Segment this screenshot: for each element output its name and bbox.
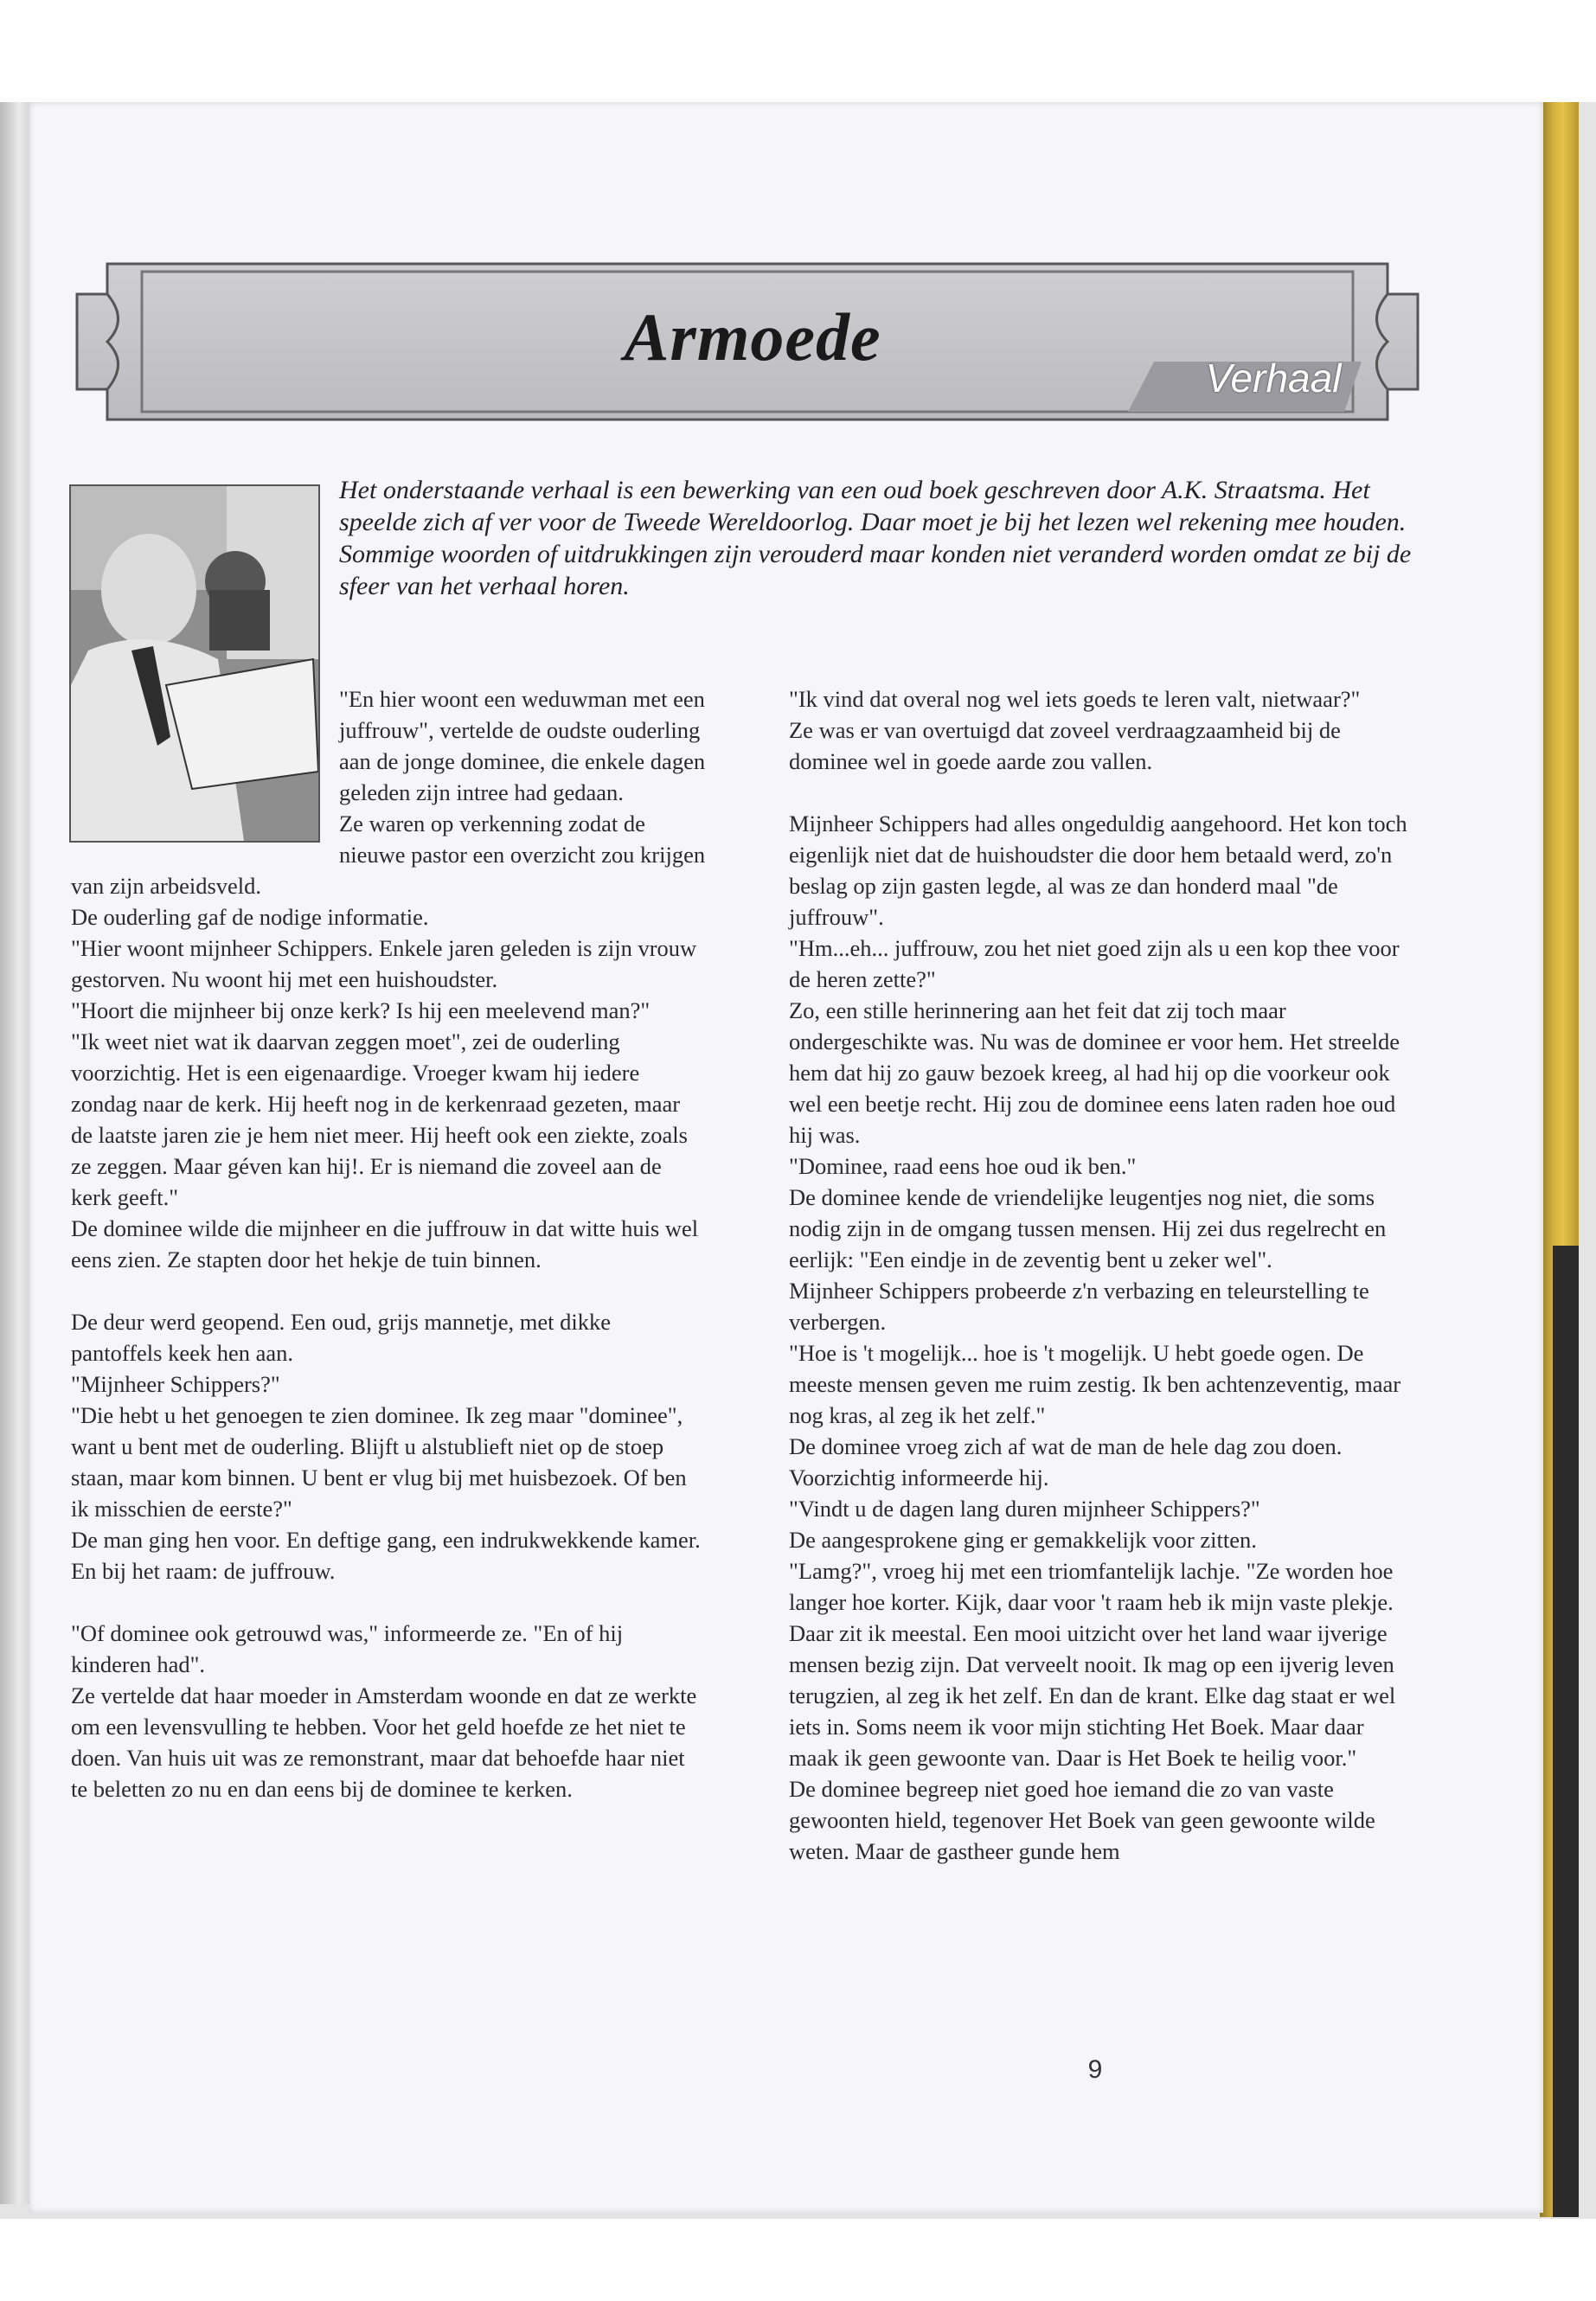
paragraph: De deur werd geopend. Een oud, grijs mannetje, met dikke pantoffels keek hen aan. [71, 1309, 612, 1366]
page-number: 9 [1087, 2055, 1103, 2084]
paragraph: "Ik weet niet wat ik daarvan zeggen moet", zei de ouderling voorzichtig. Het is een eigenaardige. Vroeger kwam hij iedere zondag naar de kerk. Hij heeft nog in de kerkenraad gezeten, maar de laatste jaren zie je hem niet meer. Hij heeft ook een ziekte, zoals ze zeggen. Maar géven kan hij!. Er is niemand die zoveel aan de kerk geeft." [71, 1029, 688, 1210]
paragraph: "Hoe is 't mogelijk... hoe is 't mogelijk. U hebt goede ogen. De meeste mensen geven me ruim zestig. Ik ben achtenzeventig, maar nog kras, al zeg ik het zelf." [789, 1340, 1401, 1428]
paragraph: Ze was er van overtuigd dat zoveel verdraagzaamheid bij de dominee wel in goede aarde zou vallen. [789, 717, 1341, 774]
paragraph: "Hoort die mijnheer bij onze kerk? Is hij een meelevend man?" [71, 997, 651, 1023]
paragraph: "Ik vind dat overal nog wel iets goeds te leren valt, nietwaar?" [789, 686, 1361, 712]
paragraph: Mijnheer Schippers had alles ongeduldig aangehoord. Het kon toch eigenlijk niet dat de huishoudster die door hem betaald werd, zo'n beslag op zijn gasten legde, al was ze dan honderd maal "de juffrouw". [789, 811, 1407, 930]
scan-border-top [0, 0, 1596, 102]
paragraph: Zo, een stille herinnering aan het feit dat zij toch maar ondergeschikte was. Nu was de dominee er voor hem. Het streelde hem dat hij zo gauw bezoek kreeg, al had hij op die voorkeur ook wel een beetje recht. Hij zou de dominee eens laten raden hoe oud hij was. [789, 997, 1400, 1148]
paragraph: Ze waren op verkenning zodat de nieuwe pastor een overzicht zou krijgen van zijn arbeidsveld. [71, 811, 706, 899]
paragraph: De dominee vroeg zich af wat de man de hele dag zou doen. [789, 1433, 1343, 1459]
paragraph: Ze vertelde dat haar moeder in Amsterdam woonde en dat ze werkte om een levensvulling te hebben. Voor het geld hoefde ze het niet te doen. Van huis uit was ze remonstrant, maar dat behoefde haar niet te beletten zo nu en dan eens bij de dominee te kerken. [71, 1682, 697, 1802]
paragraph: "Hm...eh... juffrouw, zou het niet goed zijn als u een kop thee voor de heren zette?" [789, 935, 1400, 992]
paragraph: De dominee kende de vriendelijke leugentjes nog niet, die soms nodig zijn in de omgang tussen mensen. Hij zei dus regelrecht en eerlijk: "Een eindje in de zeventig bent u zeker wel". [789, 1184, 1387, 1272]
scan-border-bottom [0, 2219, 1596, 2301]
paragraph: De ouderling gaf de nodige informatie. [71, 904, 429, 930]
paragraph: "Lamg?", vroeg hij met een triomfantelijk lachje. "Ze worden hoe langer hoe korter. Kijk, daar voor 't raam heb ik mijn vaste plekje. Daar zit ik meestal. Een mooi uitzicht over het land waar ijverige mensen bezig zijn. Dat verveelt nooit. Ik mag op een ijverig leven terugzien, al zeg ik het zelf. En dan de krant. Elke dag staat er wel iets in. Soms neem ik voor mijn stichting Het Boek. Maar daar maak ik geen gewoonte van. Daar is Het Boek te heilig voor." [789, 1558, 1396, 1771]
section-tag: Verhaal [1205, 356, 1342, 401]
paragraph: "Hier woont mijnheer Schippers. Enkele jaren geleden is zijn vrouw gestorven. Nu woont hij met een huishoudster. [71, 935, 697, 992]
right-column [789, 683, 1412, 1867]
paragraph: De dominee begreep niet goed hoe iemand die zo van vaste gewoonten hield, tegenover Het Boek van geen gewoonte wilde weten. Maar de gastheer gunde hem [789, 1776, 1375, 1864]
paragraph: "Dominee, raad eens hoe oud ik ben." [789, 1153, 1137, 1179]
paragraph: Voorzichtig informeerde hij. [789, 1465, 1049, 1490]
intro-paragraph: Het onderstaande verhaal is een bewerking van een oud boek geschreven door A.K. Straatsma. Het speelde zich af ver voor de Tweede Wereldoorlog. Daar moet je bij het lezen wel rekening mee houden. Sommige woorden of uitdrukkingen zijn verouderd maar konden niet veranderd worden omdat ze bij de sfeer van het verhaal horen. [339, 476, 1412, 600]
paragraph: "Of dominee ook getrouwd was," informeerde ze. "En of hij kinderen had". [71, 1620, 624, 1677]
book-cover-shadow [1553, 1246, 1579, 2217]
paragraph: "Vindt u de dagen lang duren mijnheer Schippers?" [789, 1496, 1260, 1522]
paragraph: "Mijnheer Schippers?" [71, 1371, 280, 1397]
paragraph: De dominee wilde die mijnheer en die juffrouw in dat witte huis wel eens zien. Ze stapten door het hekje de tuin binnen. [71, 1215, 699, 1272]
paragraph: Mijnheer Schippers probeerde z'n verbazing en teleurstelling te verbergen. [789, 1278, 1369, 1335]
left-column [71, 683, 707, 1804]
page-title: Armoede [624, 299, 881, 375]
paragraph: De aangesprokene ging er gemakkelijk voor zitten. [789, 1527, 1257, 1553]
intro-text [339, 474, 1425, 602]
paragraph: "En hier woont een weduwman met een juffrouw", vertelde de oudste ouderling aan de jonge dominee, die enkele dagen geleden zijn intree had gedaan. [339, 686, 706, 805]
paragraph: De man ging hen voor. En deftige gang, een indrukwekkende kamer. En bij het raam: de juffrouw. [71, 1527, 701, 1584]
paragraph: "Die hebt u het genoegen te zien dominee. Ik zeg maar "dominee", want u bent met de ouderling. Blijft u alstublieft niet op de stoep staan, maar kom binnen. U bent er vlug bij met huisbezoek. Of ben ik misschien de eerste?" [71, 1402, 687, 1522]
